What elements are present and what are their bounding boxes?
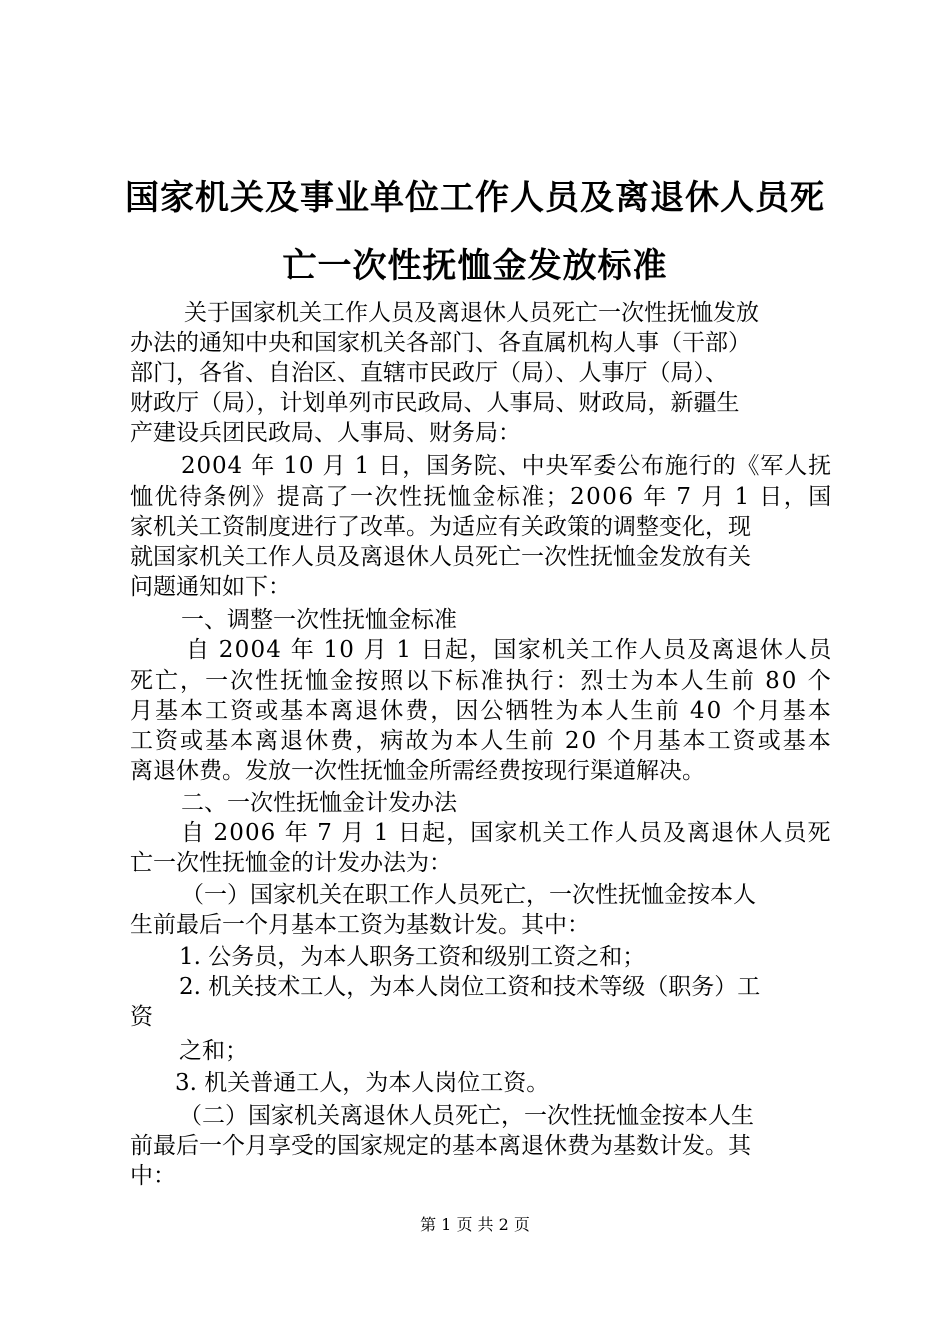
page-footer: 第 1 页 共 2 页: [420, 1215, 530, 1234]
body-line: 亡一次性抚恤金的计发办法为：: [130, 850, 452, 876]
body-line: 前最后一个月享受的国家规定的基本离退休费为基数计发。其: [130, 1133, 751, 1159]
body-line: 中：: [130, 1163, 176, 1189]
body-line: 1. 公务员，为本人职务工资和级别工资之和；: [179, 944, 646, 970]
title-line: 亡一次性抚恤金发放标准: [282, 246, 668, 286]
body-line: 二、一次性抚恤金计发办法: [181, 790, 457, 816]
body-line: 产建设兵团民政局、人事局、财务局：: [130, 420, 521, 446]
body-line: 问题通知如下：: [130, 574, 291, 600]
body-line: 生前最后一个月基本工资为基数计发。其中：: [130, 912, 590, 938]
body-line: 就国家机关工作人员及离退休人员死亡一次性抚恤金发放有关: [130, 544, 751, 570]
body-line: 2004 年 10 月 1 日，国务院、中央军委公布施行的《军人抚: [181, 453, 833, 479]
body-line: 自 2004 年 10 月 1 日起，国家机关工作人员及离退休人员: [186, 637, 833, 663]
body-line: 部门，各省、自治区、直辖市民政厅（局）、人事厅（局）、: [130, 360, 728, 386]
body-line: 家机关工资制度进行了改革。为适应有关政策的调整变化，现: [130, 514, 751, 540]
body-line: （二）国家机关离退休人员死亡，一次性抚恤金按本人生: [179, 1103, 754, 1129]
body-line: 死亡，一次性抚恤金按照以下标准执行：烈士为本人生前 80 个: [130, 668, 833, 694]
body-line: 资: [130, 1004, 153, 1030]
body-line: 工资或基本离退休费，病故为本人生前 20 个月基本工资或基本: [130, 728, 833, 754]
body-line: 办法的通知中央和国家机关各部门、各直属机构人事（干部）: [130, 330, 751, 356]
body-line: 自 2006 年 7 月 1 日起，国家机关工作人员及离退休人员死: [181, 820, 832, 846]
body-line: 之和；: [179, 1038, 248, 1064]
body-line: 关于国家机关工作人员及离退休人员死亡一次性抚恤发放: [184, 300, 759, 326]
body-line: 离退休费。发放一次性抚恤金所需经费按现行渠道解决。: [130, 758, 705, 784]
body-line: 月基本工资或基本离退休费，因公牺牲为本人生前 40 个月基本: [130, 698, 833, 724]
title-line: 国家机关及事业单位工作人员及离退休人员死: [125, 178, 825, 218]
body-line: （一）国家机关在职工作人员死亡，一次性抚恤金按本人: [181, 882, 756, 908]
body-line: 2. 机关技术工人，为本人岗位工资和技术等级（职务）工: [179, 974, 761, 1000]
body-line: 恤优待条例》提高了一次性抚恤金标准；2006 年 7 月 1 日，国: [130, 484, 833, 510]
body-line: 3. 机关普通工人，为本人岗位工资。: [175, 1070, 550, 1096]
body-line: 一、调整一次性抚恤金标准: [181, 607, 457, 633]
body-line: 财政厅（局），计划单列市民政局、人事局、财政局，新疆生: [130, 390, 740, 416]
